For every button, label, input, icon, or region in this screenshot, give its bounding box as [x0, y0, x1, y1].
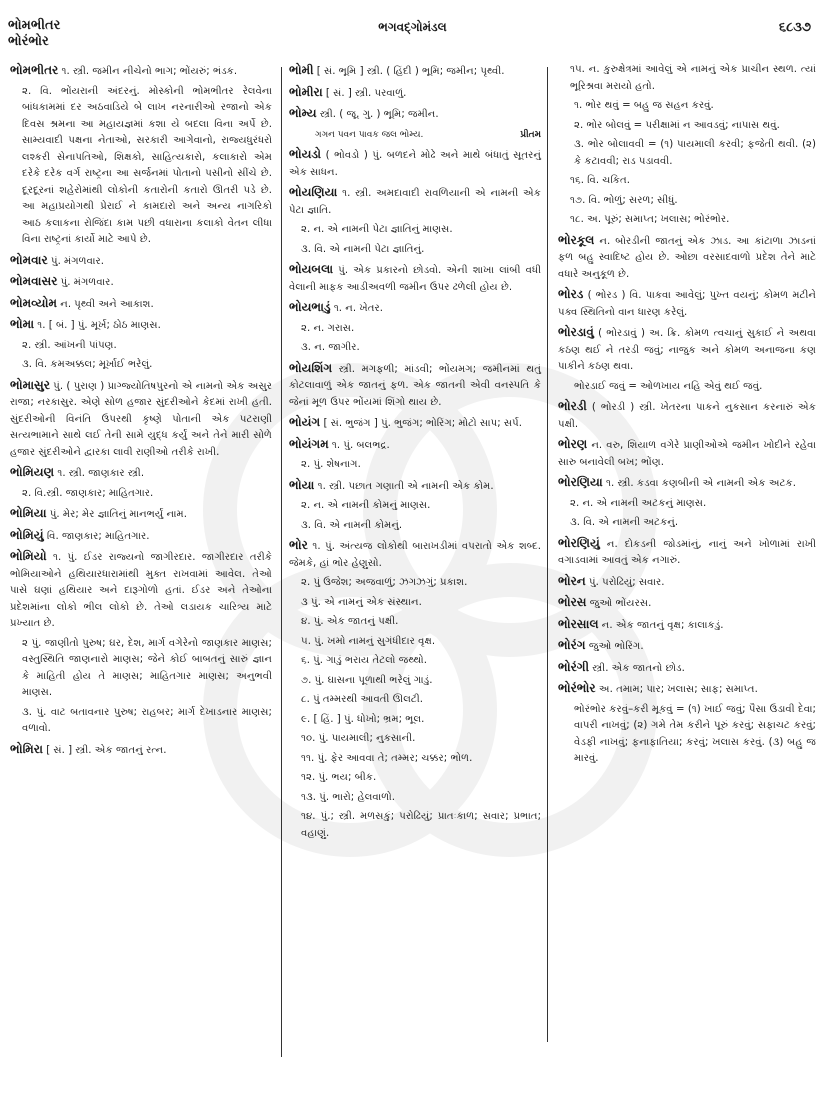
sub-sense: ૨. પું ઉજેશ; અજવાળું; ઝગઝગું; પ્રકાશ.	[301, 577, 468, 588]
citation	[289, 127, 541, 144]
sub-sense: ૧૬. વિ. ચકિત.	[570, 175, 630, 186]
definition-text: ૧. પું. અંત્યજ લોકોથી બારાખડીમાં વપરાતો એક શબ્દ. જેમકે, હાં ભોર હેણુસો.	[289, 541, 541, 569]
dictionary-entry	[289, 537, 541, 572]
dictionary-entry	[558, 594, 816, 613]
definition-text: ૧. પું. બલભદ્ર.	[331, 439, 390, 451]
dictionary-entry	[558, 286, 816, 321]
dictionary-entry	[558, 616, 816, 635]
idiom: ૩. ભોર બોલાવવી = (૧) પાયમાલી કરવી; ફજેતી થવી. (૨) કે કટાવવી; રાડ પડાવવી.	[574, 139, 816, 167]
headword: ભોયડો	[289, 147, 322, 161]
page-number: ૬૮૩૭	[778, 20, 811, 35]
idiom: ૧. ભોર થવું = બહુ જ સહન કરવું.	[574, 100, 714, 111]
dictionary-entry	[10, 62, 272, 81]
sub-sense: ૨. પું. શેષનાગ.	[301, 459, 361, 470]
definition-text: ( ભોરડાવું ) અ. ક્રિ. કોમળ ત્વચાનું સુકાઈ ને અથવા કઠણ થઈ ને તરડી જવું; નાજુક અને કોમળ અનાજના કણ પાકીને કઠણ થવા.	[558, 328, 816, 372]
sub-sense: ૧૧. પું. ફેર આવવા તે; તમ્મર; ચક્કર; ભોળ.	[301, 752, 473, 764]
headword: ભોર	[289, 538, 308, 552]
sub-sense: ૧૪. પું.; સ્ત્રી. મળસકું; પરોઢિયું; પ્રાતઃકાળ; સવાર; પ્રભાત; વહાણું.	[301, 811, 541, 839]
guide-word-last: ભોરંભોર	[8, 34, 49, 49]
dictionary-entry	[289, 62, 541, 81]
definition-text: ૧. સ્ત્રી. કડવા કણબીની એ નામની એક અટક.	[606, 478, 796, 489]
dictionary-entry	[558, 436, 816, 471]
column-3	[558, 62, 816, 771]
column-divider	[281, 67, 282, 1057]
quote-author: પ્રીતમ	[520, 129, 541, 140]
dictionary-entry	[558, 398, 816, 433]
definition-text: ન. વરુ, શિયાળ વગેરે પ્રાણીઓએ જમીન ખોદીને રહેવા સારુ બનાવેલી બખ; ભોંણ.	[558, 440, 816, 468]
headword: ભોરસ	[558, 595, 587, 609]
page-header	[0, 0, 825, 62]
dictionary-entry	[558, 324, 816, 376]
definition-text: પું. મંગળવાર.	[50, 255, 104, 267]
headword: ભોમિયા	[10, 506, 47, 520]
headword: ભોમાસુર	[10, 377, 50, 392]
dictionary-entry	[289, 105, 541, 124]
definition-text: ૧. સ્ત્રી. જમીન નીચેનો ભાગ; ભોંયરું; ભંડક.	[61, 66, 238, 77]
headword: ભોયબલા	[289, 262, 334, 276]
definition-text: પું. મંગળવાર.	[60, 277, 114, 288]
dictionary-entry	[558, 659, 816, 678]
sub-sense: ૩ પું. એ નામનું એક સંસ્થાન.	[301, 596, 422, 608]
headword: ભોયભાડું	[289, 300, 331, 314]
sub-sense: ૩. વિ. એ નામની કોમનું.	[301, 519, 403, 531]
definition-text: ( ભોરડી ) સ્ત્રી. ખેતરના પાકને નુકસાન કરનારું એક પક્ષી.	[558, 402, 816, 430]
definition-text: ન. એક જાતનું વૃક્ષ; કાલાકડું.	[601, 619, 724, 631]
dictionary-entry	[10, 252, 272, 271]
headword: ભોયા	[289, 477, 315, 492]
headword: ભોમવાર	[10, 252, 48, 267]
definition-text: પું. મેર; મેર જ્ઞાતિનું માનભર્યું નામ.	[49, 509, 187, 520]
headword: ભોરન	[558, 573, 586, 588]
dictionary-entry	[289, 261, 541, 296]
running-title: ભગવદ્ગોમંડલ	[378, 20, 447, 34]
sub-sense: ૩. પું. વાટ બતાવનાર પુરુષ; રાહબર; માર્ગ દેખાડનાર માણસ; વળાવો.	[22, 706, 272, 734]
headword: ભોરકૂલ	[558, 232, 595, 247]
sub-sense: ૩. વિ. એ નામની પેટા જ્ઞાતિનું.	[301, 243, 425, 255]
definition-text: ન. દોકડની જોડમાંનું, નાનું અને ખોળામાં રાખી વગાડવામાં આવતું એક નગારું.	[558, 538, 816, 566]
sub-sense: ૨. વિ.સ્ત્રી. જાણકાર; માહિતગાર.	[22, 487, 154, 499]
idiom: ૨. ભોર બોલવું = પરીક્ષામાં ન આવડવું; નાપાસ થવું.	[574, 119, 780, 131]
definition-text: [ સં. ભુજંગ ] પું. ભુજંગ; ભોરિંગ; મોટો સાપ; સર્પ.	[323, 418, 523, 429]
definition-text: પું. ( પુરાણ ) પ્રાગ્જ્યોતિષપુરનો એ નામનો એક અસુર રાજા; નરકાસુર. એણે સોળ હજાર સુંદરીઓને કેદમાં રાખી હતી. સુંદરીઓની વિનંતિ ઉપરથી કૃષ્ણે પોતાની એક પટરાણી સત્યભામાને સાથે લઈ તેની સામે યુદ્ધ કર્યું અને તેને મારી સોળે હજાર સુંદરીઓને દ્વારકા લાવી રાણીઓ તરીકે રાખી.	[10, 380, 272, 458]
dictionary-entry	[289, 184, 541, 219]
sub-sense: ૩. ન. જાગીર.	[301, 342, 360, 353]
column-1	[10, 62, 272, 762]
headword: ભોયંગમ	[289, 436, 329, 451]
dictionary-entry	[289, 436, 541, 455]
dictionary-columns	[0, 62, 825, 1102]
definition-text: [ સં. ભૂમિ ] સ્ત્રી. ( હિંદી ) ભૂમિ; જમીન; પૃથ્વી.	[316, 66, 505, 77]
headword: ભોમ્ય	[289, 106, 317, 120]
definition-text: જુઓ ભોરિંગ.	[588, 641, 644, 652]
headword: ભોયંગ	[289, 415, 321, 429]
sub-sense: ૧૨. પું. ભય; બીક.	[301, 772, 377, 783]
headword: ભોરણિયા	[558, 475, 603, 489]
definition-text: ( ભોરડ ) વિ. પાકવા આવેલું; પુખ્ત વયનું; કોમળ મટીને પક્વ સ્થિતિનો વાન ધારણ કરેલું.	[558, 290, 816, 318]
definition-text: પું. પરોઢિયું; સવાર.	[589, 576, 665, 588]
definition-text: વિ. જાણકાર; માહિતગાર.	[46, 530, 150, 542]
sub-sense: ૨. ન. ગરાસ.	[301, 322, 355, 334]
definition-text: પું. એક પ્રકારનો છોડવો. એની શાખા લાંબી વધી વેલાની માફક આડીઅવળી જમીન ઉપર ઢળેલી હોય છે.	[289, 265, 541, 293]
column-divider	[547, 67, 548, 1042]
headword: ભોરડી	[558, 399, 587, 413]
headword: ભોમવાસર	[10, 274, 58, 288]
headword: ભોમિયણ	[10, 465, 55, 479]
headword: ભોરંગી	[558, 659, 589, 674]
dictionary-entry	[10, 464, 272, 483]
dictionary-entry	[558, 535, 816, 570]
sub-sense: ૮. પું તમ્મરથી આવતી ઊલટી.	[301, 694, 424, 705]
column-2	[289, 62, 541, 845]
definition-text: ૧. સ્ત્રી. જાણકાર સ્ત્રી.	[57, 468, 145, 479]
headword: ભોરડ	[558, 287, 584, 301]
quote-text: ગગન પવન પાવક જલ ભોમ્ય.	[315, 129, 424, 140]
sub-sense: ૪. પું. એક જાતનું પક્ષી.	[301, 616, 399, 627]
dictionary-entry	[558, 232, 816, 284]
definition-text: અ. તમામ; પાર; ખલાસ; સાફ; સમાપ્ત.	[598, 684, 758, 695]
dictionary-entry	[10, 505, 272, 524]
headword: ભોયણિયા	[289, 185, 338, 199]
sub-sense: ૧૭. વિ. ભોળું; સરળ; સીધું.	[570, 194, 678, 206]
dictionary-entry	[558, 573, 816, 592]
sub-sense: ૩. વિ. કમઅક્કલ; મૂર્ખાઈ ભરેલું.	[22, 359, 153, 370]
definition-text: ૧. પું. ઈડર રાજ્યનો જાગીરદાર. જાગીરદાર તરીકે ભોમિયાઓને હથિયારધારામાંથી મુક્ત રાખવામાં આવેલ. તેઓ પાસે ઘણાં હથિયાર અને દારૂગોળો હતાં. ઈડર અને તેઓના પ્રદેશમાંના લોકો ભીલ લોકો છે. તેઓ લડાયક ચારિત્ર્ય માટે પ્રખ્યાત છે.	[10, 552, 272, 629]
dictionary-entry	[289, 414, 541, 433]
definition-text: જુઓ ભોંયરસ.	[589, 598, 652, 609]
dictionary-entry	[289, 299, 541, 318]
sub-sense: ૧૫. ન. કુરુક્ષેત્રમાં આવેલું એ નામનું એક પ્રાચીન સ્થળ. ત્યાં ભૂરિશ્રવા મરાયો હતો.	[570, 64, 816, 92]
headword: ભોરડાવું	[558, 325, 594, 339]
headword: ભોયશિંગ	[289, 360, 333, 375]
sub-sense: ૫. પું. ખમો નામનું સુગંધીદાર વૃક્ષ.	[301, 635, 436, 647]
definition-text: સ્ત્રી. મગફળી; માંડવી; ભોંયમગ; જમીનમાં થતું કોટલાવાળું એક જાતનું ફળ. એક જાતની એવી વનસ્પતિ કે જેનાં મૂળ ઉપર ભોંયમાં શિંગો થાય છે.	[289, 363, 541, 408]
sub-sense: ૨. ન. એ નામની અટકનું માણસ.	[570, 497, 707, 509]
dictionary-entry	[10, 527, 272, 546]
dictionary-entry	[558, 680, 816, 699]
definition-text: [ સં. ] સ્ત્રી. પરવાળું.	[325, 87, 407, 99]
dictionary-entry	[10, 295, 272, 314]
definition-text: ૧. [ બં. ] પું. મૂર્ખ; ઠોઠ માણસ.	[37, 320, 161, 331]
headword: ભોમિરા	[10, 741, 43, 756]
headword: ભોમી	[289, 63, 314, 77]
headword: ભોમવ્યોમ	[10, 295, 57, 310]
dictionary-entry	[558, 637, 816, 656]
idiom: ભોરડાઈ જવું = ઓળખાય નહિ એવું થઈ જવું.	[574, 380, 763, 392]
headword: ભોમભીતર	[10, 63, 59, 77]
idiom: ભોરંભોર કરવું–કરી મૂકવું = (૧) ખાઈ જવું; પૈસા ઉડાવી દેવા; વાપરી નાખવું; (૨) ગમે તેમ કરીને પૂરું કરવું; સફાચટ કરવું; વેડફી નાખવું; ફનાફાતિયા; કરવું; ખલાસ કરવું. (૩) બહુ જ મારવું.	[574, 703, 816, 764]
dictionary-entry	[558, 474, 816, 493]
dictionary-entry	[10, 548, 272, 633]
definition-text: [ સં. ] સ્ત્રી. એક જાતનું રત્ન.	[46, 744, 167, 756]
headword: ભોરણ	[558, 437, 588, 451]
definition-text: સ્ત્રી. એક જાતનો છોડ.	[592, 662, 685, 674]
sub-sense: ૨ પું. જાણીતો પુરુષ; ઘર, દેશ, માર્ગ વગેરેનો જાણકાર માણસ; વસ્તુસ્થિતિ જાણનારો માણસ; જેને કોઈ બાબતનું સારું જ્ઞાન કે માહિતી હોય તે માણસ; માહિતગાર માણસ; અનુભવી માણસ.	[22, 637, 272, 698]
sub-sense: ૨. ન. એ નામની પેટા જ્ઞાતિનું માણસ.	[301, 224, 453, 235]
sub-sense: ૩. વિ. એ નામની અટકનું.	[570, 517, 679, 528]
dictionary-entry	[289, 84, 541, 103]
dictionary-entry	[10, 316, 272, 335]
sub-sense: ૧૩. પું. ભારો; હેલવાળો.	[301, 791, 395, 803]
sub-sense: ૨. સ્ત્રી. આંખની પાંપણ.	[22, 339, 117, 351]
definition-text: સ્ત્રી. ( જૂ. ગુ. ) ભૂમિ; જમીન.	[319, 109, 439, 120]
sub-sense: ૧૮. અ. પૂરું; સમાપ્ત; ખલાસ; ભોરંભોર.	[570, 214, 730, 225]
definition-text: ૧. સ્ત્રી. અમદાવાદી રાવળિયાની એ નામની એક પેટા જ્ઞાતિ.	[289, 188, 541, 216]
definition-text: ન. પૃથ્વી અને આકાશ.	[60, 298, 154, 310]
definition-text: ૧. સ્ત્રી. પછાત ગણાતી એ નામની એક કોમ.	[317, 480, 494, 492]
sub-sense: ૨. વિ. ભોંયરાની અંદરનું. મોસ્કોની ભોમભીતર રેલવેના બાંધકામમાં દર અઠવાડિયે બે લાખ નરનારીઓ રજાનો એક દિવસ શ્રમના આ મહાયજ્ઞમાં કશા યે બદલા વિના અર્પે છે. સામ્યવાદી પક્ષના નેતાઓ, સરકારી આગેવાનો, રાજ્યધુરંધરો લશ્કરી સેનાપતિઓ, શિક્ષકો, સાહિત્યકારો, કલાકારો એમ દરેકે દરેક વર્ગ રાષ્ટ્રના આ સર્જનમાં પોતાનો પસીનો સીંચે છે. દૂરદૂરનાં શહેરોમાંથી લોકોની કતારોની કતારો ઊતરી પડે છે. આ મહાપ્રયોગથી પ્રેરાઈ ને કામદારો અને અન્ય નાગરિકો આઠ કલાકના રોજિંદા કામ પછી વધારાના કલાકો વેતન લીધા વિના રાષ્ટ્રનાં કાર્યો માટે આપે છે.	[22, 85, 272, 245]
dictionary-entry	[289, 360, 541, 412]
headword: ભોમિયું	[10, 527, 44, 542]
definition-text: ન. બોરડીની જાતનું એક ઝાડ. આ કાંટાળા ઝાડનાં ફળ બહુ સ્વાદિષ્ટ હોય છે. ઓછા વરસાદવાળો પ્રદેશ તેને માટે વધારે અનુકૂળ છે.	[558, 235, 816, 280]
definition-text: ૧. ન. ખેતર.	[333, 303, 383, 314]
sub-sense: ૯. [ હિં. ] પું. ધોખો; ભ્રમ; ભૂલ.	[301, 713, 425, 725]
headword: ભોરંભોર	[558, 681, 596, 695]
headword: ભોમિયો	[10, 549, 47, 563]
headword: ભોરંગ	[558, 638, 586, 652]
headword: ભોમા	[10, 317, 35, 331]
definition-text: ( ભોવડો ) પું. બળદને મોઢે અને માથે બંધાતું સૂતરનું એક સાધન.	[289, 150, 541, 178]
dictionary-entry	[289, 146, 541, 181]
dictionary-entry	[289, 477, 541, 496]
dictionary-entry	[10, 273, 272, 292]
guide-word-first: ભોમભીતર	[8, 18, 61, 33]
sub-sense: ૭. પું. ઘાસના પૂળાથી ભરેલું ગાડું.	[301, 674, 433, 686]
headword: ભોરસાલ	[558, 616, 599, 631]
dictionary-entry	[10, 741, 272, 760]
sub-sense: ૨. ન. એ નામની કોમનું માણસ.	[301, 500, 431, 511]
sub-sense: ૧૦. પું. પાયમાલી; નુકસાની.	[301, 733, 416, 744]
headword: ભોરણિયું	[558, 535, 600, 550]
headword: ભોમીરા	[289, 84, 323, 99]
dictionary-entry	[10, 377, 272, 462]
sub-sense: ૬. પું. ગાડું ભરાય તેટલો જથ્થો.	[301, 655, 427, 666]
